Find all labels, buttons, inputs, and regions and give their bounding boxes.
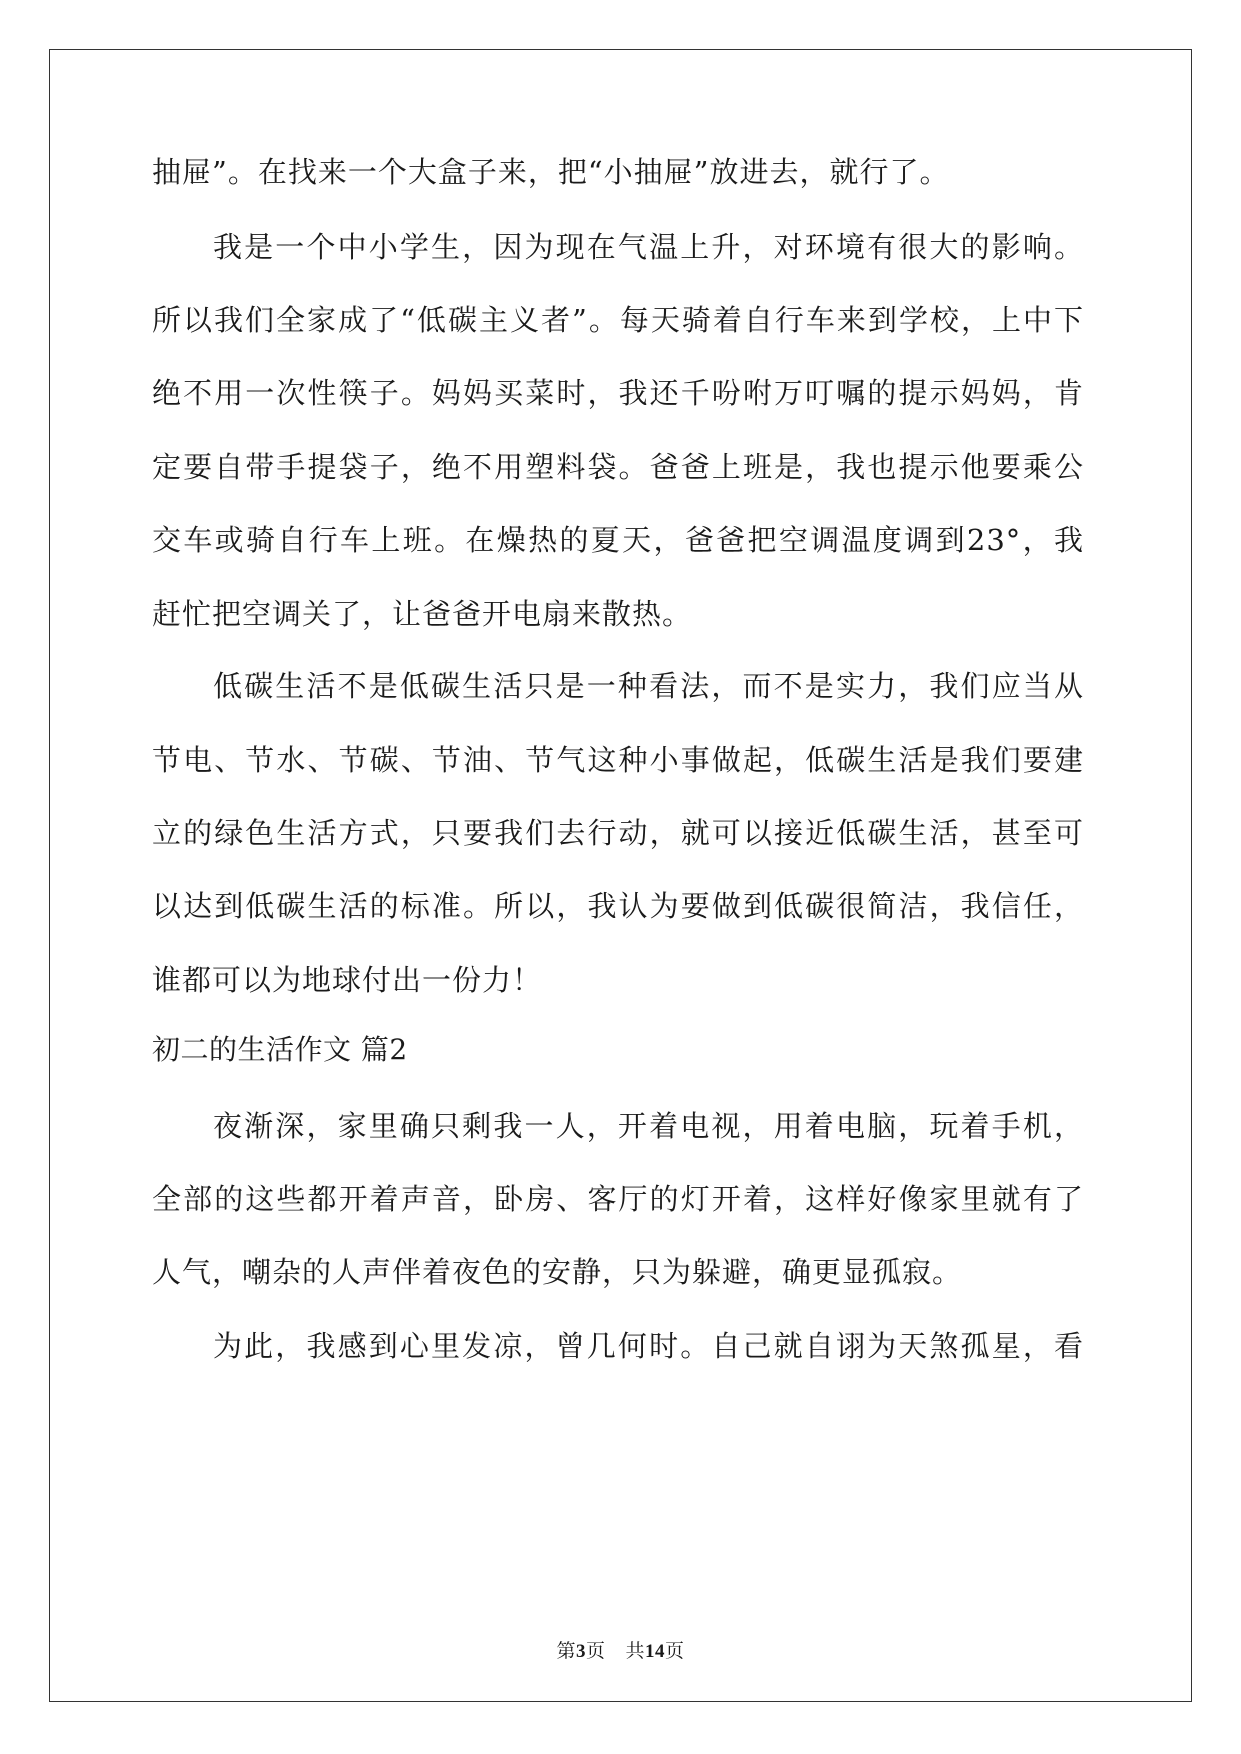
- paragraph-line: 赶忙把空调关了，让爸爸开电扇来散热。: [152, 597, 693, 631]
- paragraph-line: 人气，嘲杂的人声伴着夜色的安静，只为躲避，确更显孤寂。: [152, 1255, 963, 1289]
- total-prefix: 共: [625, 1640, 646, 1662]
- text-line: 抽屉”。在找来一个大盒子来，把“小抽屉”放进去，就行了。: [152, 155, 950, 189]
- page-number: 3: [575, 1641, 586, 1662]
- page-prefix: 第: [556, 1640, 576, 1662]
- page-suffix: 页: [585, 1640, 606, 1662]
- section-heading: 初二的生活作文 篇2: [152, 1033, 408, 1066]
- paragraph-line: 立的绿色生活方式，只要我们去行动，就可以接近低碳生活，甚至可: [152, 816, 1084, 850]
- total-suffix: 页: [665, 1640, 685, 1662]
- paragraph-line: 夜渐深，家里确只剩我一人，开着电视，用着电脑，玩着手机，: [213, 1109, 1084, 1143]
- paragraph-line: 为此，我感到心里发凉，曾几何时。自己就自诩为天煞孤星，看: [213, 1329, 1084, 1363]
- paragraph-line: 以达到低碳生活的标准。所以，我认为要做到低碳很简洁，我信任，: [152, 889, 1084, 923]
- paragraph-line: 交车或骑自行车上班。在燥热的夏天，爸爸把空调温度调到23°，我: [152, 523, 1084, 557]
- paragraph-line: 我是一个中小学生，因为现在气温上升，对环境有很大的影响。: [213, 230, 1084, 264]
- total-pages: 14: [645, 1641, 666, 1662]
- page-footer: [0, 1639, 1241, 1664]
- paragraph-line: 谁都可以为地球付出一份力！: [152, 963, 543, 997]
- paragraph-line: 节电、节水、节碳、节油、节气这种小事做起，低碳生活是我们要建: [152, 743, 1084, 777]
- paragraph-line: 全部的这些都开着声音，卧房、客厅的灯开着，这样好像家里就有了: [152, 1182, 1084, 1216]
- page-border: [49, 49, 1192, 1702]
- paragraph-line: 绝不用一次性筷子。妈妈买菜时，我还千吩咐万叮嘱的提示妈妈，肯: [152, 376, 1084, 410]
- paragraph-line: 定要自带手提袋子，绝不用塑料袋。爸爸上班是，我也提示他要乘公: [152, 450, 1084, 484]
- paragraph-line: 所以我们全家成了“低碳主义者”。每天骑着自行车来到学校，上中下: [152, 303, 1084, 337]
- paragraph-line: 低碳生活不是低碳生活只是一种看法，而不是实力，我们应当从: [213, 669, 1084, 703]
